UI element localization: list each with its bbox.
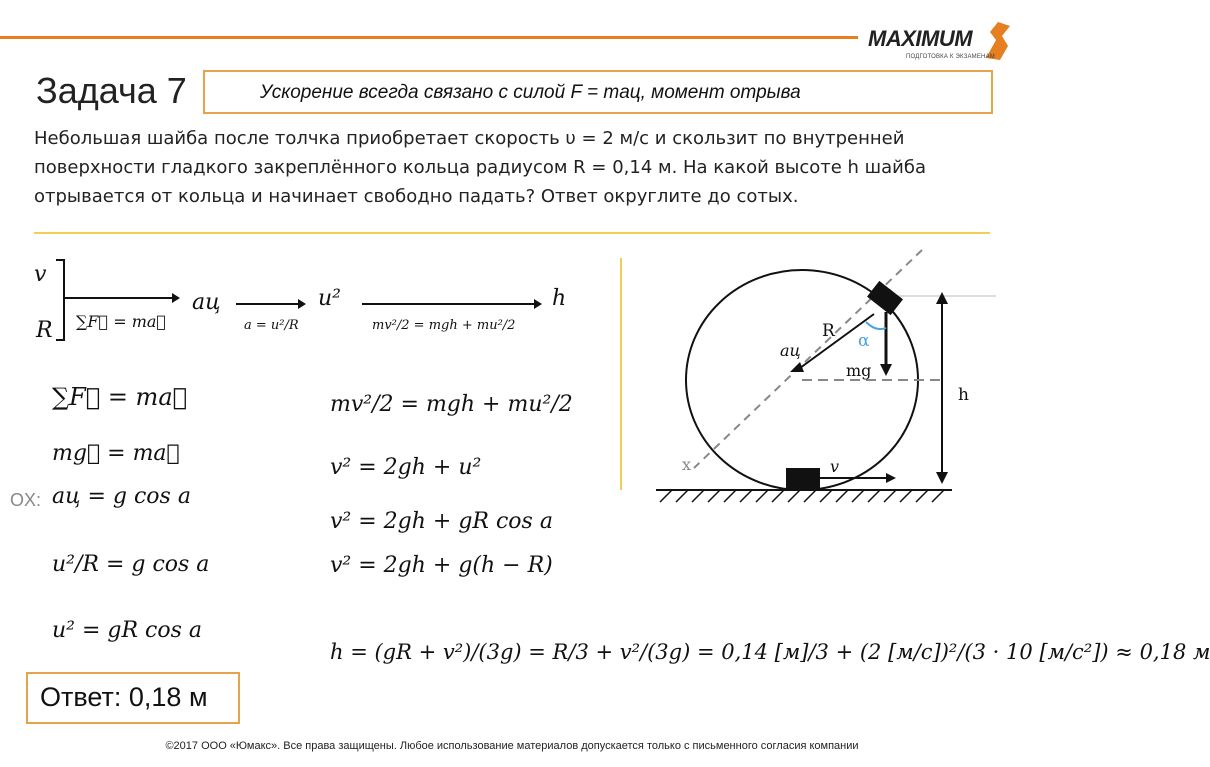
scheme-v: v [34,262,47,287]
eq-mg: mg⃗ = ma⃗ [52,441,180,466]
label-alpha: α [858,331,870,351]
eq-v2-a: v² = 2gh + u² [330,455,482,480]
scheme-sum-force: ∑F⃗ = ma⃗ [76,312,167,331]
eq-u2: u² = gR cos a [52,618,203,643]
hint-text: Ускорение всегда связано с силой F = maц, момент отрыва [260,82,801,103]
eq-acc: aц = g cos a [52,484,191,509]
copyright-footer: ©2017 ООО «Юмакс». Все права защищены. Любое использование материалов допускается только с письменного согласия компании [165,740,859,752]
scheme-arrow-2 [236,296,306,312]
page-title: Задача 7 [36,70,187,111]
label-R: R [822,321,835,341]
label-mg: mg [846,361,872,380]
brand-logo [868,16,1018,72]
label-a: aц [780,341,801,360]
scheme-bracket-and-arrow [50,256,180,346]
scheme-energy: mv²/2 = mgh + mu²/2 [372,318,516,333]
figure-divider [620,258,622,490]
logo-wordmark: MAXIMUM [868,26,973,51]
problem-text: Небольшая шайба после толчка приобретает скорость υ = 2 м/с и скользит по внутренней поверхности гладкого закреплённого кольца радиусом R = 0,14 м. На какой высоте h шайба отрывается от кольца и начинает свободно падать? Ответ округлите до сотых. [34,128,926,207]
alpha-arc [866,322,886,329]
label-x: x [682,455,692,474]
radius-axis [694,250,922,468]
scheme-h: h [552,286,567,311]
eq-final: h = (gR + v²)/(3g) = R/3 + v²/(3g) = 0,14 [м]/3 + (2 [м/с])²/(3 · 10 [м/с²]) ≈ 0,18 м [330,640,1210,664]
answer-box [26,672,240,724]
eq-u2-over-R: u²/R = g cos a [52,552,210,577]
puck-bottom [786,468,820,490]
scheme-arrow-3 [362,296,542,312]
eq-v2-b: v² = 2gh + gR cos a [330,509,553,534]
label-h: h [958,385,969,405]
scheme-a-c: aц [192,290,221,315]
ground-hatching [660,490,944,502]
puck-top [867,281,903,315]
scheme-a-expr: a = u²/R [244,318,299,333]
section-divider [34,232,990,234]
answer-text: Ответ: 0,18 м [40,682,208,712]
logo-tagline: ПОДГОТОВКА К ЭКЗАМЕНАМ [906,54,995,60]
hint-box [203,70,993,114]
header-rule [0,36,858,39]
ring-figure [640,250,1020,510]
label-v: v [830,457,840,476]
scheme-u2: u² [318,286,341,311]
eq-newton: ∑F⃗ = ma⃗ [52,383,188,411]
axis-label-ox: OX: [10,490,42,510]
scheme-R: R [36,318,53,343]
eq-v2-c: v² = 2gh + g(h − R) [330,553,553,578]
eq-energy: mv²/2 = mgh + mu²/2 [330,392,573,417]
